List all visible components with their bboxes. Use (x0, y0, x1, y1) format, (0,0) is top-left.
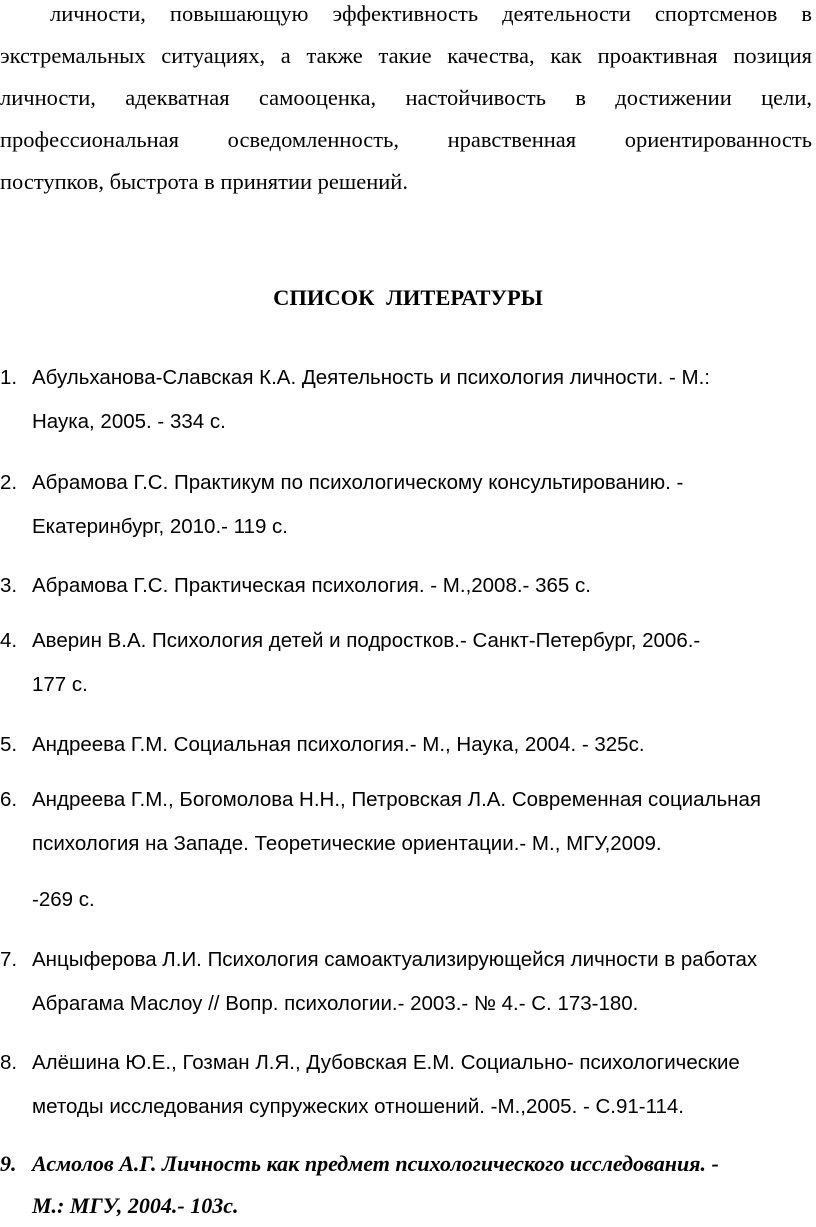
reference-text-line: Абрамова Г.С. Практикум по психологическому консультированию. - (32, 471, 684, 494)
reference-number: 4. (0, 629, 18, 652)
intro-line: личности, адекватная самооценка, настойчивость в достижении цели, (0, 85, 812, 110)
reference-text-line: Анцыферова Л.И. Психология самоактуализирующейся личности в работах (32, 948, 758, 971)
reference-text-line: Алёшина Ю.Е., Гозман Л.Я., Дубовская Е.М. Социально- психологические (32, 1051, 740, 1074)
intro-line: поступков, быстрота в принятии решений. (0, 169, 408, 194)
intro-line: личности, повышающую эффективность деятельности спортсменов в (50, 1, 812, 26)
reference-number: 8. (0, 1051, 18, 1074)
reference-text-line: 177 с. (32, 673, 88, 696)
reference-text-line: Екатеринбург, 2010.- 119 с. (32, 515, 288, 538)
reference-number: 3. (0, 574, 18, 597)
reference-number: 6. (0, 788, 18, 811)
reference-text-line: Абрагама Маслоу // Вопр. психологии.- 2003.- № 4.- С. 173-180. (32, 992, 639, 1015)
references-heading: СПИСОК ЛИТЕРАТУРЫ (273, 285, 543, 310)
intro-line: профессиональная осведомленность, нравственная ориентированность (0, 127, 812, 152)
reference-text-line: методы исследования супружеских отношений. -М.,2005. - С.91-114. (32, 1095, 684, 1118)
reference-number: 7. (0, 948, 18, 971)
reference-text-line: -269 с. (32, 888, 95, 911)
reference-text-line: Асмолов А.Г. Личность как предмет психологического исследования. - (32, 1151, 719, 1176)
reference-text-line: Аверин В.А. Психология детей и подростков.- Санкт-Петербург, 2006.- (32, 629, 701, 652)
reference-text-line: Андреева Г.М. Социальная психология.- М., Наука, 2004. - 325с. (32, 733, 645, 756)
reference-text-line: психология на Западе. Теоретические ориентации.- М., МГУ,2009. (32, 832, 662, 855)
reference-text-line: Абрамова Г.С. Практическая психология. - М.,2008.- 365 с. (32, 574, 591, 597)
reference-number: 1. (0, 366, 18, 389)
reference-number: 5. (0, 733, 18, 756)
intro-line: экстремальных ситуациях, а также такие качества, как проактивная позиция (0, 43, 812, 68)
reference-text-line: Андреева Г.М., Богомолова Н.Н., Петровская Л.А. Современная социальная (32, 788, 762, 811)
reference-text-line: Наука, 2005. - 334 с. (32, 410, 226, 433)
reference-number: 9. (0, 1151, 17, 1176)
reference-text-line: М.: МГУ, 2004.- 103с. (32, 1193, 239, 1218)
reference-number: 2. (0, 471, 18, 494)
reference-text-line: Абульханова-Славская К.А. Деятельность и психология личности. - М.: (32, 366, 711, 389)
